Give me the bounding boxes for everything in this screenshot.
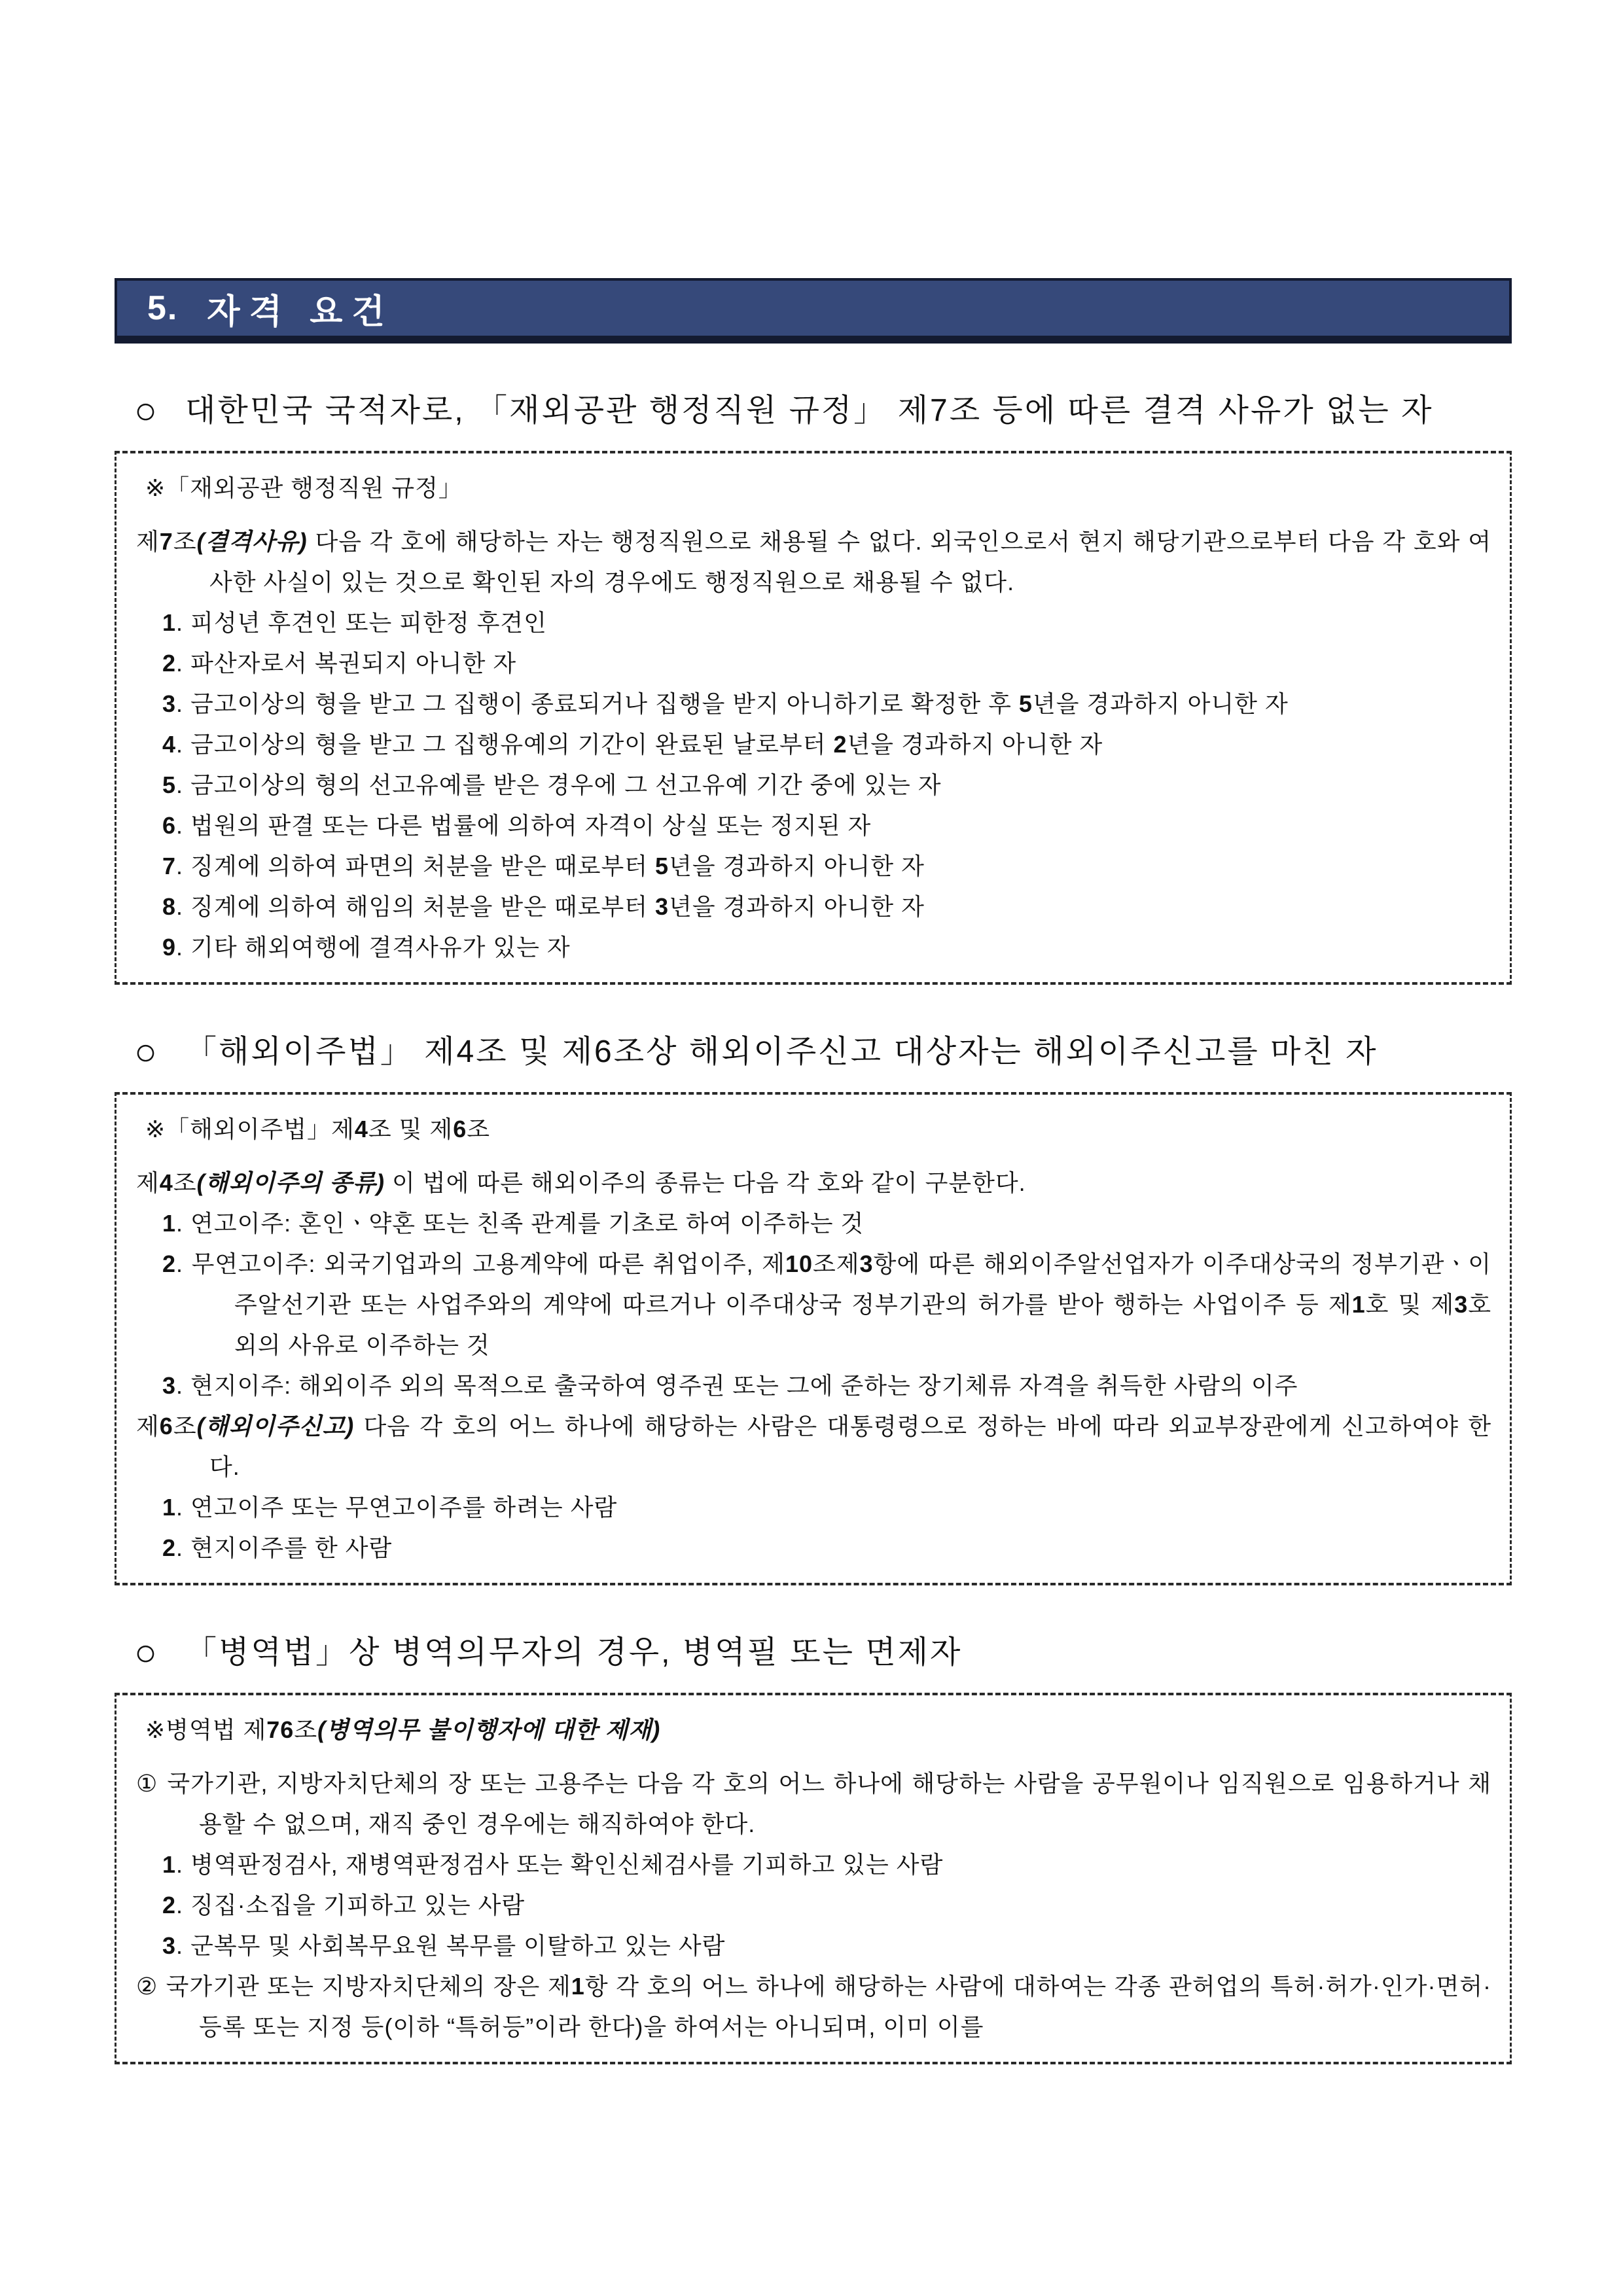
law-item bbox=[162, 765, 1491, 805]
circled-one-marker: ① bbox=[136, 1770, 159, 1797]
item-number: 2. bbox=[162, 1892, 184, 1918]
item-text: 병역판정검사, 재병역판정검사 또는 확인신체검사를 기피하고 있는 사람 bbox=[190, 1851, 944, 1878]
bullet-item-military bbox=[115, 1621, 1512, 1684]
item-number: 1. bbox=[162, 1494, 184, 1521]
item-number: 1. bbox=[162, 1851, 184, 1878]
box-title-paren: (병역의무 불이행자에 대한 제재) bbox=[317, 1716, 661, 1743]
bullet-text-military: 「병역법」상 병역의무자의 경우, 병역필 또는 면제자 bbox=[185, 1635, 963, 1670]
article-4 bbox=[136, 1163, 1491, 1203]
item-text: 파산자로서 복권되지 아니한 자 bbox=[190, 650, 517, 677]
article-6-item-list bbox=[136, 1487, 1491, 1568]
circle-bullet-icon: ○ bbox=[134, 1031, 158, 1073]
law-item bbox=[162, 1926, 1491, 1966]
item-text: 연고이주 또는 무연고이주를 하려는 사람 bbox=[190, 1494, 618, 1521]
regulation-item-list bbox=[136, 603, 1491, 968]
law-item bbox=[162, 1366, 1491, 1406]
item-number: 1. bbox=[162, 609, 184, 636]
clause-1 bbox=[136, 1763, 1491, 1845]
article-text: 이 법에 따른 해외이주의 종류는 다음 각 호와 같이 구분한다. bbox=[392, 1169, 1026, 1196]
law-box-military bbox=[115, 1693, 1512, 2064]
item-text: 금고이상의 형의 선고유예를 받은 경우에 그 선고유예 기간 중에 있는 자 bbox=[190, 771, 942, 798]
article-text: 다음 각 호에 해당하는 자는 행정직원으로 채용될 수 없다. 외국인으로서 현지 해당기관으로부터 다음 각 호와 여사한 사실이 있는 것으로 확인된 자의 경우에도 행정직원으로 채용될 수 없다. bbox=[209, 528, 1491, 595]
law-item bbox=[162, 805, 1491, 846]
item-number: 8. bbox=[162, 893, 184, 920]
item-number: 2. bbox=[162, 650, 184, 677]
article-text: 다음 각 호의 어느 하나에 해당하는 사람은 대통령령으로 정하는 바에 따라 외교부장관에게 신고하여야 한다. bbox=[209, 1413, 1491, 1480]
item-text: 연고이주: 혼인ㆍ약혼 또는 친족 관계를 기초로 하여 이주하는 것 bbox=[190, 1210, 865, 1237]
clause-text: 국가기관 또는 지방자치단체의 장은 제1항 각 호의 어느 하나에 해당하는 사람에 대하여는 각종 관허업의 특허·허가·인가·면허·등록 또는 지정 등(이하 “특허등”이라 한다)을 하여서는 아니되며, 이미 이를 bbox=[166, 1973, 1491, 2040]
item-number: 1. bbox=[162, 1210, 184, 1237]
bullet-text-emigration: 「해외이주법」 제4조 및 제6조상 해외이주신고 대상자는 해외이주신고를 마친 자 bbox=[185, 1034, 1378, 1069]
item-text: 금고이상의 형을 받고 그 집행유예의 기간이 완료된 날로부터 2년을 경과하지 아니한 자 bbox=[190, 731, 1103, 758]
bullet-item-emigration bbox=[115, 1021, 1512, 1083]
law-item bbox=[162, 1487, 1491, 1528]
article-label: 제7조 bbox=[136, 528, 197, 555]
law-item bbox=[162, 1203, 1491, 1244]
circled-two-marker: ② bbox=[136, 1973, 158, 2000]
item-text: 징계에 의하여 해임의 처분을 받은 때로부터 3년을 경과하지 아니한 자 bbox=[190, 893, 925, 920]
item-number: 2. bbox=[162, 1250, 184, 1277]
law-item bbox=[162, 1528, 1491, 1568]
item-text: 금고이상의 형을 받고 그 집행이 종료되거나 집행을 받지 아니하기로 확정한 후 5년을 경과하지 아니한 자 bbox=[190, 690, 1289, 717]
item-text: 징계에 의하여 파면의 처분을 받은 때로부터 5년을 경과하지 아니한 자 bbox=[190, 853, 925, 879]
law-box-emigration bbox=[115, 1092, 1512, 1585]
circle-bullet-icon: ○ bbox=[134, 1631, 158, 1674]
law-item bbox=[162, 1244, 1491, 1366]
item-number: 3. bbox=[162, 1372, 184, 1399]
section-title: 자격 요건 bbox=[207, 292, 394, 331]
article-6 bbox=[136, 1406, 1491, 1487]
item-number: 2. bbox=[162, 1534, 184, 1561]
item-number: 6. bbox=[162, 812, 184, 839]
law-box-regulation bbox=[115, 451, 1512, 985]
law-item bbox=[162, 603, 1491, 643]
section-header-bar bbox=[115, 278, 1512, 344]
article-paren: (결격사유) bbox=[196, 528, 308, 555]
article-label: 제6조 bbox=[136, 1413, 197, 1439]
law-item bbox=[162, 1845, 1491, 1885]
box-title-military bbox=[145, 1710, 1491, 1750]
item-number: 5. bbox=[162, 771, 184, 798]
clause-2 bbox=[136, 1966, 1491, 2047]
item-text: 무연고이주: 외국기업과의 고용계약에 따른 취업이주, 제10조제3항에 따른 해외이주알선업자가 이주대상국의 정부기관ㆍ이주알선기관 또는 사업주와의 계약에 따르거나 이주대상국 정부기관의 허가를 받아 행하는 사업이주 등 제1호 및 제3호 외의 사유로 이주하는 것 bbox=[191, 1250, 1491, 1358]
clause-1-item-list bbox=[136, 1845, 1491, 1966]
clause-text: 국가기관, 지방자치단체의 장 또는 고용주는 다음 각 호의 어느 하나에 해당하는 사람을 공무원이나 임직원으로 임용하거나 채용할 수 없으며, 재직 중인 경우에는 해직하여야 한다. bbox=[167, 1770, 1491, 1837]
bullet-text-nationality: 대한민국 국적자로, 「재외공관 행정직원 규정」 제7조 등에 따른 결격 사유가 없는 자 bbox=[185, 393, 1434, 428]
article-4-item-list bbox=[136, 1203, 1491, 1406]
item-text: 법원의 판결 또는 다른 법률에 의하여 자격이 상실 또는 정지된 자 bbox=[190, 812, 872, 839]
article-paren: (해외이주의 종류) bbox=[196, 1169, 385, 1196]
article-paren: (해외이주신고) bbox=[196, 1413, 355, 1439]
law-item bbox=[162, 846, 1491, 887]
item-number: 4. bbox=[162, 731, 184, 758]
article-7 bbox=[136, 521, 1491, 603]
item-text: 피성년 후견인 또는 피한정 후견인 bbox=[190, 609, 547, 636]
law-item bbox=[162, 643, 1491, 684]
item-number: 7. bbox=[162, 853, 184, 879]
box-title-regulation: ※「재외공관 행정직원 규정」 bbox=[145, 474, 463, 501]
item-text: 징집·소집을 기피하고 있는 사람 bbox=[190, 1892, 526, 1918]
law-item bbox=[162, 887, 1491, 927]
circle-bullet-icon: ○ bbox=[134, 389, 158, 432]
item-text: 현지이주: 해외이주 외의 목적으로 출국하여 영주권 또는 그에 준하는 장기체류 자격을 취득한 사람의 이주 bbox=[190, 1372, 1298, 1399]
box-title-prefix: ※병역법 제76조 bbox=[145, 1716, 318, 1743]
article-label: 제4조 bbox=[136, 1169, 197, 1196]
law-item bbox=[162, 684, 1491, 724]
item-text: 기타 해외여행에 결격사유가 있는 자 bbox=[190, 934, 571, 961]
law-item bbox=[162, 1885, 1491, 1926]
item-number: 9. bbox=[162, 934, 184, 961]
box-title-emigration: ※「해외이주법」제4조 및 제6조 bbox=[145, 1116, 491, 1142]
law-item bbox=[162, 724, 1491, 765]
bullet-item-nationality bbox=[115, 380, 1512, 442]
section-number: 5. bbox=[147, 289, 179, 327]
item-text: 군복무 및 사회복무요원 복무를 이탈하고 있는 사람 bbox=[190, 1932, 726, 1959]
item-number: 3. bbox=[162, 690, 184, 717]
law-item bbox=[162, 927, 1491, 968]
item-text: 현지이주를 한 사람 bbox=[190, 1534, 393, 1561]
item-number: 3. bbox=[162, 1932, 184, 1959]
